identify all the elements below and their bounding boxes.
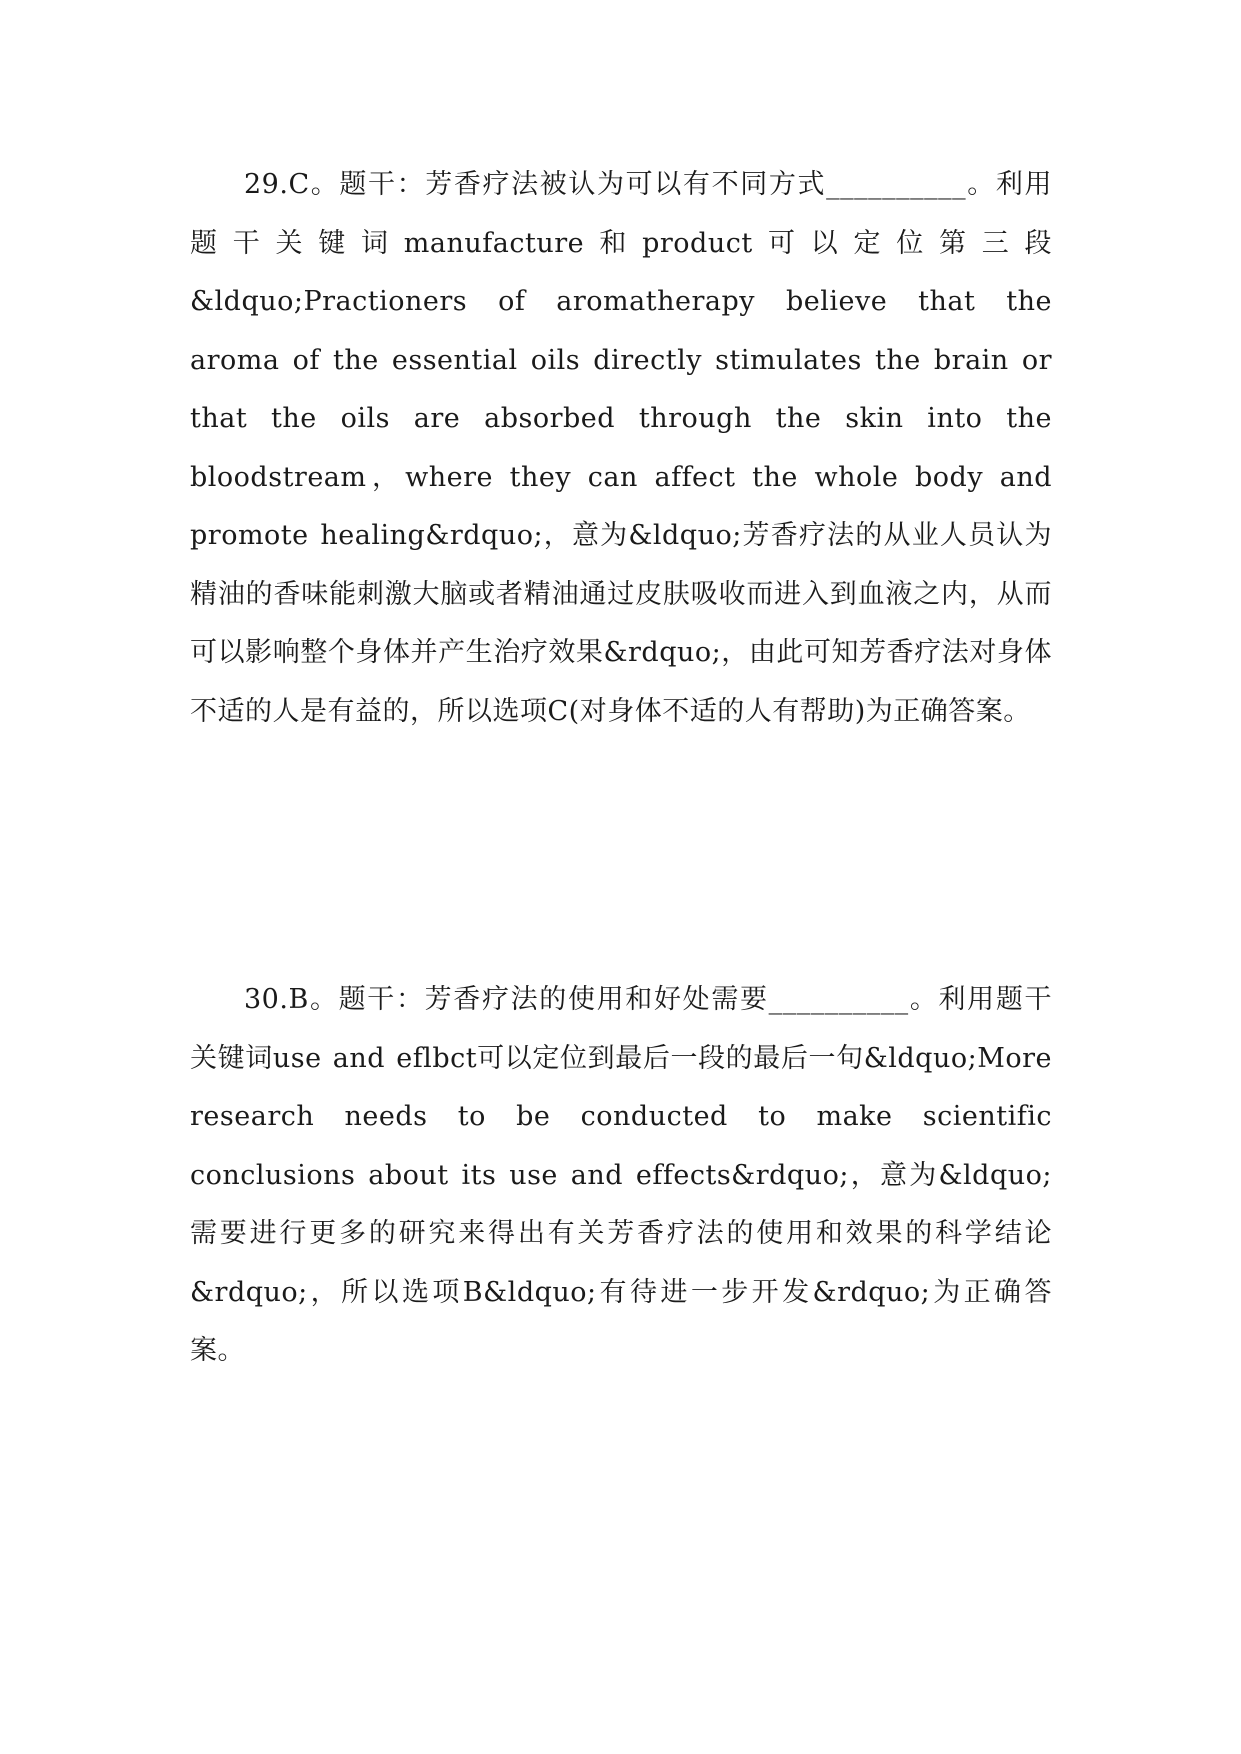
answer-30-paragraph: 30.B。题干：芳香疗法的使用和好处需要__________。利用题干关键词use and eflbct可以定位到最后一段的最后一句&ldquo;More research needs to be conducted to make scientific conclusions about its use and effects&rdquo;，意为&ldquo;需要进行更多的研究来得出有关芳香疗法的使用和效果的科学结论&rdquo;，所以选项B&ldquo;有待进一步开发&rdquo;为正确答案。 [190,984,1052,1366]
answer-29-paragraph: 29.C。题干：芳香疗法被认为可以有不同方式__________。利用题干关键词manufacture和product可以定位第三段&ldquo;Practioners of aromatherapy believe that the aroma of the essential oils directly stimulates the brain or that the oils are absorbed through the skin into the bloodstream，where they can affect the whole body and promote healing&rdquo;，意为&ldquo;芳香疗法的从业人员认为精油的香味能刺激大脑或者精油通过皮肤吸收而进入到血液之内，从而可以影响整个身体并产生治疗效果&rdquo;，由此可知芳香疗法对身体不适的人是有益的，所以选项C(对身体不适的人有帮助)为正确答案。 [190,169,1052,727]
